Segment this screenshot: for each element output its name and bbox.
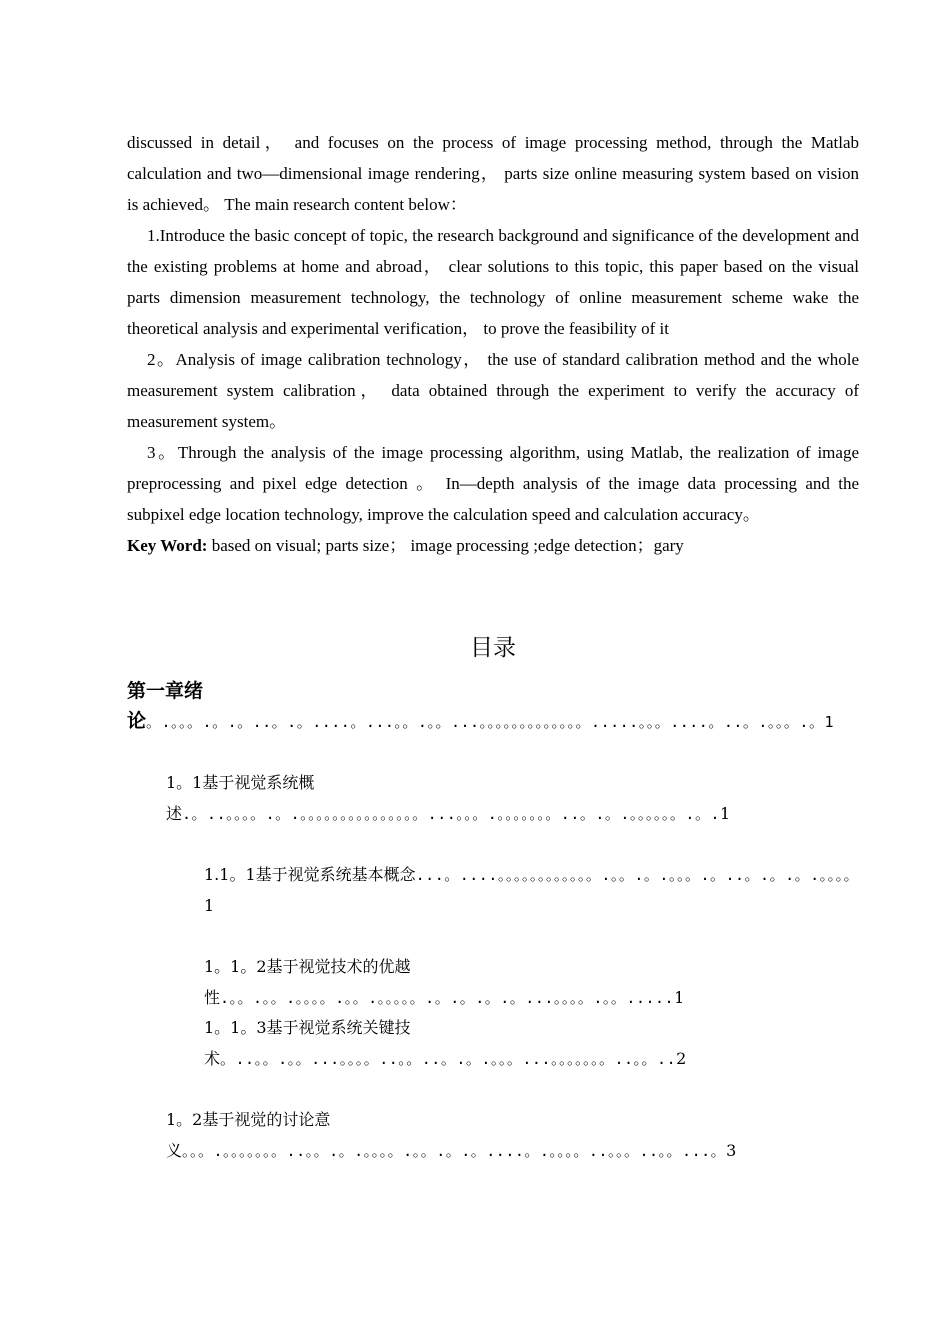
toc-entry-title: 1。1基于视觉系统概述 xyxy=(166,773,315,823)
toc-leader-dots: ...。....。。。。。。。。。。。。.。。.。.。。。.。..。.。.。.。。。。 xyxy=(415,866,860,884)
toc-entry-title: 1。1。2基于视觉技术的优越性 xyxy=(204,957,411,1007)
toc-entry-title: 1。1。3基于视觉系统关键技术 xyxy=(204,1018,411,1068)
toc-page-number: 1 xyxy=(674,987,685,1007)
toc-entry[interactable] xyxy=(127,676,857,737)
abstract-paragraph: 1.Introduce the basic concept of topic, the research background and significance of the development and the existing problems at home and abroad， clear solutions to this topic, this paper based on the visual parts dimension measurement technology, the technology of online measurement scheme wake the theoretical analysis and experimental verification， to prove the feasibility of it xyxy=(127,226,859,338)
toc-leader-dots: 。。。.。。。。。。。..。。.。.。。。。.。。.。.。....。.。。。。..。。。..。。...。 xyxy=(182,1141,727,1160)
abstract-section xyxy=(127,127,859,561)
keywords-line xyxy=(127,530,859,561)
toc-page-number: 1 xyxy=(719,803,731,823)
toc-page-number: 1 xyxy=(824,713,834,731)
abstract-paragraph: 2。Analysis of image calibration technology， the use of standard calibration method and the whole measurement system calibration， data obtained through the experiment to verify the accuracy of measurement system。 xyxy=(127,350,859,431)
toc-entry[interactable] xyxy=(166,768,856,829)
toc-page-number: 1 xyxy=(204,895,215,915)
toc-entry-title: 1.1。1基于视觉系统基本概念 xyxy=(204,865,416,884)
toc-entry[interactable] xyxy=(204,952,869,1013)
toc-leader-dots: .。..。。。。.。.。。。。。。。。。。。。。。。...。。。.。。。。。。。..。.。.。。。。。。.。. xyxy=(182,804,720,823)
toc-entry[interactable] xyxy=(204,860,869,921)
keywords-text: based on visual; parts size； image processing ;edge detection；gary xyxy=(207,536,684,555)
abstract-paragraph: 3。Through the analysis of the image processing algorithm, using Matlab, the realization of image preprocessing and pixel edge detection 。 In—depth analysis of the image data processing and the subpixel edge location technology, improve the calculation speed and calculation accuracy。 xyxy=(127,443,859,524)
toc-page-number: 2 xyxy=(676,1048,687,1068)
toc-entry-title: 第一章绪论 xyxy=(127,680,204,732)
keywords-label: Key Word: xyxy=(127,536,208,555)
toc-leader-dots: 。..。。.。。...。。。。..。。..。.。.。。。...。。。。。。。..。。.. xyxy=(220,1049,677,1068)
abstract-paragraph: discussed in detail， and focuses on the process of image processing method, through the Matlab calculation and two—dimensional image rendering， parts size online measuring system based on vision is achieved。 The main research content below： xyxy=(127,133,859,214)
toc-page-number: 3 xyxy=(726,1140,737,1160)
toc-entry[interactable] xyxy=(166,1105,856,1166)
toc-entry-title: 1。2基于视觉的讨论意义 xyxy=(166,1110,331,1160)
toc-entry[interactable] xyxy=(204,1013,869,1074)
toc-leader-dots: .。。.。。.。。。。.。。.。。。。。.。.。.。.。...。。。。.。。..... xyxy=(220,988,675,1007)
toc-title: 目录 xyxy=(470,635,516,661)
toc-leader-dots: 。.。。。.。.。..。.。....。...。。.。。...。。。。。。。。。。。。。.....。。。....。..。.。。。.。 xyxy=(146,713,825,731)
